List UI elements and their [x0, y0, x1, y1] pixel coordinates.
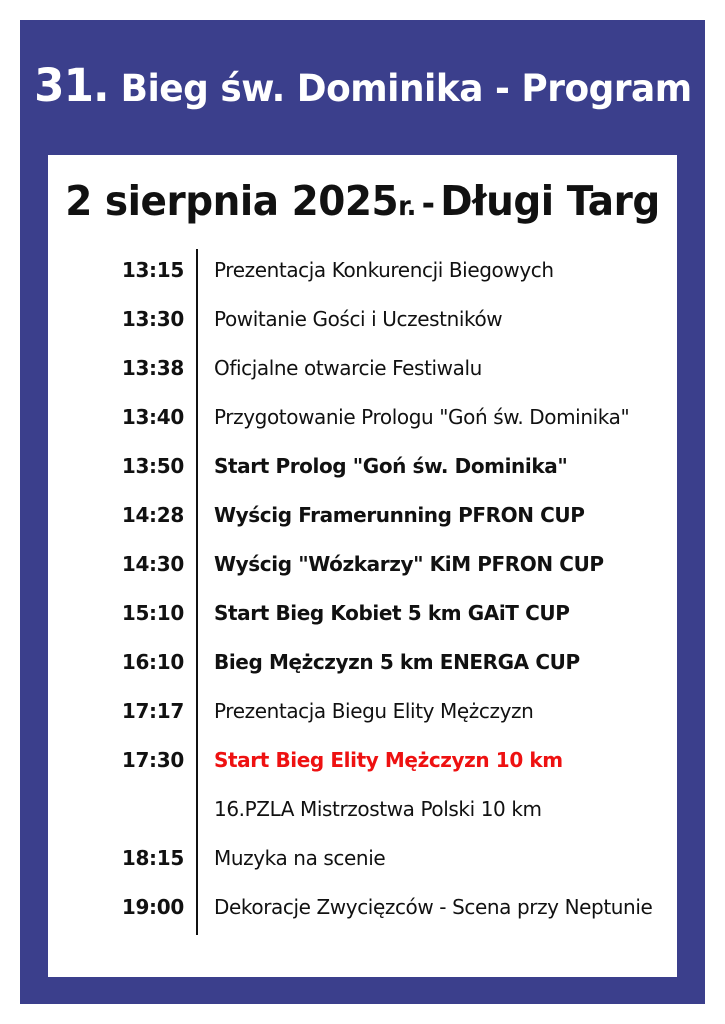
page-title-text: Bieg św. Dominika - Program	[120, 66, 692, 110]
program-panel	[48, 155, 677, 977]
schedule-divider	[196, 249, 198, 298]
schedule-row	[110, 543, 661, 592]
schedule-divider	[196, 543, 198, 592]
schedule-description: Wyścig Framerunning PFRON CUP	[214, 503, 585, 527]
schedule-divider	[196, 886, 198, 935]
schedule-row	[110, 298, 661, 347]
schedule-divider	[196, 494, 198, 543]
schedule-time: 13:15	[121, 258, 184, 282]
schedule-list	[48, 249, 677, 935]
schedule-row	[110, 837, 661, 886]
schedule-divider	[196, 396, 198, 445]
schedule-row-continuation	[110, 788, 661, 837]
schedule-divider	[196, 592, 198, 641]
schedule-row	[110, 494, 661, 543]
schedule-description: 16.PZLA Mistrzostwa Polski 10 km	[214, 797, 542, 821]
schedule-time: 13:38	[121, 356, 184, 380]
schedule-row	[110, 886, 661, 935]
schedule-time: 16:10	[121, 650, 184, 674]
schedule-time: 15:10	[121, 601, 184, 625]
event-date-suffix: r.	[398, 191, 416, 222]
schedule-divider	[196, 347, 198, 396]
schedule-row	[110, 641, 661, 690]
schedule-row	[110, 347, 661, 396]
event-place: Długi Targ	[440, 177, 660, 225]
schedule-time: 13:30	[121, 307, 184, 331]
schedule-description: Start Bieg Elity Mężczyzn 10 km	[214, 748, 563, 772]
poster-header	[20, 20, 705, 150]
schedule-time	[110, 788, 184, 797]
schedule-time: 17:17	[121, 699, 184, 723]
schedule-description: Oficjalne otwarcie Festiwalu	[214, 356, 482, 380]
schedule-row	[110, 396, 661, 445]
schedule-divider	[196, 690, 198, 739]
schedule-divider	[196, 788, 198, 837]
event-date-line	[64, 177, 662, 225]
schedule-row	[110, 445, 661, 494]
schedule-divider	[196, 641, 198, 690]
poster-frame	[20, 20, 705, 1004]
schedule-description: Prezentacja Konkurencji Biegowych	[214, 258, 554, 282]
schedule-divider	[196, 445, 198, 494]
schedule-time: 17:30	[121, 748, 184, 772]
schedule-time: 19:00	[121, 895, 184, 919]
schedule-description: Wyścig "Wózkarzy" KiM PFRON CUP	[214, 552, 604, 576]
schedule-row	[110, 249, 661, 298]
page-title	[34, 59, 692, 112]
schedule-description: Muzyka na scenie	[214, 846, 386, 870]
schedule-description: Przygotowanie Prologu "Goń św. Dominika"	[214, 405, 630, 429]
schedule-divider	[196, 739, 198, 788]
schedule-divider	[196, 837, 198, 886]
schedule-description: Prezentacja Biegu Elity Mężczyzn	[214, 699, 534, 723]
schedule-row	[110, 592, 661, 641]
schedule-time: 18:15	[121, 846, 184, 870]
event-date: 2 sierpnia 2025	[65, 177, 399, 225]
schedule-time: 13:40	[121, 405, 184, 429]
schedule-description: Dekoracje Zwycięzców - Scena przy Neptunie	[214, 895, 653, 919]
schedule-time: 14:30	[121, 552, 184, 576]
schedule-divider	[196, 298, 198, 347]
schedule-description: Powitanie Gości i Uczestników	[214, 307, 503, 331]
schedule-description: Start Bieg Kobiet 5 km GAiT CUP	[214, 601, 570, 625]
schedule-description: Bieg Mężczyzn 5 km ENERGA CUP	[214, 650, 580, 674]
schedule-time: 13:50	[121, 454, 184, 478]
schedule-row-highlight	[110, 739, 661, 788]
schedule-description: Start Prolog "Goń św. Dominika"	[214, 454, 568, 478]
edition-number: 31.	[33, 58, 109, 112]
date-separator: -	[421, 184, 435, 224]
schedule-time: 14:28	[121, 503, 184, 527]
schedule-row	[110, 690, 661, 739]
